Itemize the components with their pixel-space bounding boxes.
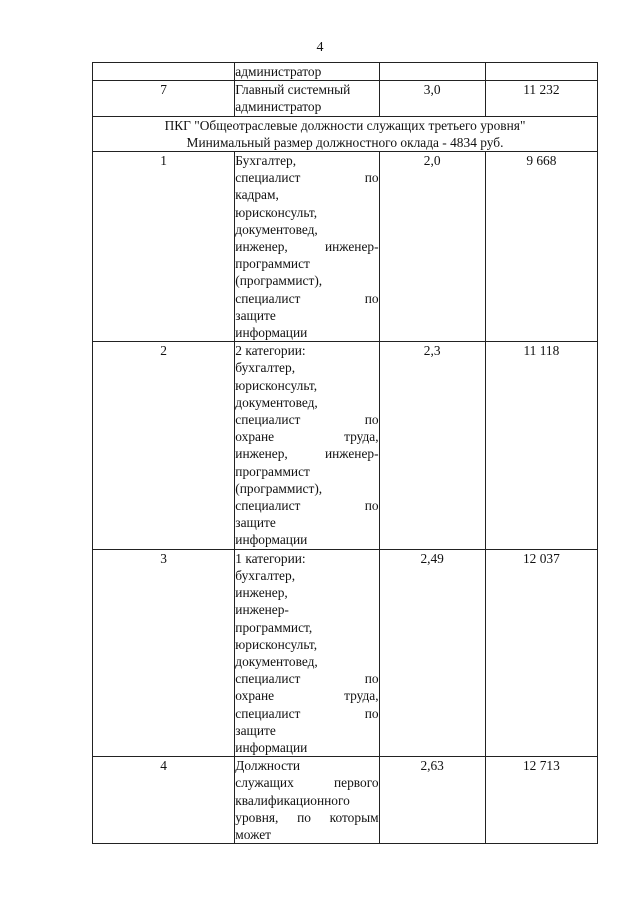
cell-coefficient: 2,0 [379,152,485,342]
cell-salary: 12 037 [485,549,597,756]
title-line: Бухгалтер, [235,153,297,169]
group-title: ПКГ "Общеотраслевые должности служащих третьего уровня" [164,117,526,133]
title-line: охране труда, [235,429,379,445]
cell-num: 4 [93,757,235,844]
title-line: Должности [235,758,301,774]
cell-coefficient: 2,49 [379,549,485,756]
title-line: специалист по [235,705,379,721]
cell-salary: 12 713 [485,757,597,844]
cell-salary: 11 232 [485,81,597,116]
title-line: документовед, [235,221,318,237]
group-min-salary: Минимальный размер должностного оклада - 4834 руб. [186,134,504,150]
cell-num: 2 [93,342,235,549]
cell-num [93,63,235,81]
cell-salary: 11 118 [485,342,597,549]
cell-salary: 9 668 [485,152,597,342]
cell-coefficient: 2,63 [379,757,485,844]
title-line: документовед, [235,394,318,410]
title-line: инженер, инженер- [235,446,379,462]
title-line: служащих первого [235,775,379,791]
title-line: (программист), [235,273,323,289]
title-line: инженер- [235,602,289,618]
title-line: кадрам, [235,187,279,203]
title-line: программист, [235,619,313,635]
cell-salary [485,63,597,81]
title-line: специалист по [235,671,379,687]
title-line: защите [235,307,276,323]
cell-title [235,549,379,756]
title-line: инженер, [235,585,288,601]
title-line: специалист по [235,498,379,514]
salary-table [92,62,598,844]
title-line: квалификационного [235,792,350,808]
title-line: (программист), [235,480,323,496]
title-line: охране труда, [235,688,379,704]
cell-title [235,152,379,342]
title-line: информации [235,325,308,341]
cell-title [235,342,379,549]
cell-title [235,757,379,844]
title-line: 2 категории: [235,343,306,359]
title-line: специалист по [235,170,379,186]
title-line: администратор [235,64,322,79]
title-line: специалист по [235,290,379,306]
title-line: юрисконсульт, [235,636,318,652]
cell-coefficient: 2,3 [379,342,485,549]
cell-coefficient: 3,0 [379,81,485,116]
title-line: защите [235,722,276,738]
title-line: программист [235,256,310,272]
table-row [93,549,598,756]
page-number: 4 [316,40,324,55]
cell-title [235,63,379,81]
cell-num: 3 [93,549,235,756]
cell-num: 1 [93,152,235,342]
title-line: юрисконсульт, [235,377,318,393]
title-line: информации [235,532,308,548]
table-row-continuation [93,63,598,81]
title-line: юрисконсульт, [235,204,318,220]
table-row-7 [93,81,598,116]
cell-coefficient [379,63,485,81]
title-line: администратор [235,99,322,115]
title-line: бухгалтер, [235,360,296,376]
table-row [93,152,598,342]
title-line: может [235,826,271,842]
title-line: 1 категории: [235,550,306,566]
title-line: защите [235,515,276,531]
table-row [93,342,598,549]
table-row [93,757,598,844]
title-line: инженер, инженер- [235,239,379,255]
title-line: специалист по [235,412,379,428]
title-line: уровня, по которым [235,809,379,825]
title-line: Главный системный [235,82,351,98]
cell-title [235,81,379,116]
title-line: информации [235,739,308,755]
group-header [93,116,598,151]
title-line: бухгалтер, [235,567,296,583]
title-line: документовед, [235,653,318,669]
title-line: программист [235,463,310,479]
cell-num: 7 [93,81,235,116]
group-header-row [93,116,598,151]
